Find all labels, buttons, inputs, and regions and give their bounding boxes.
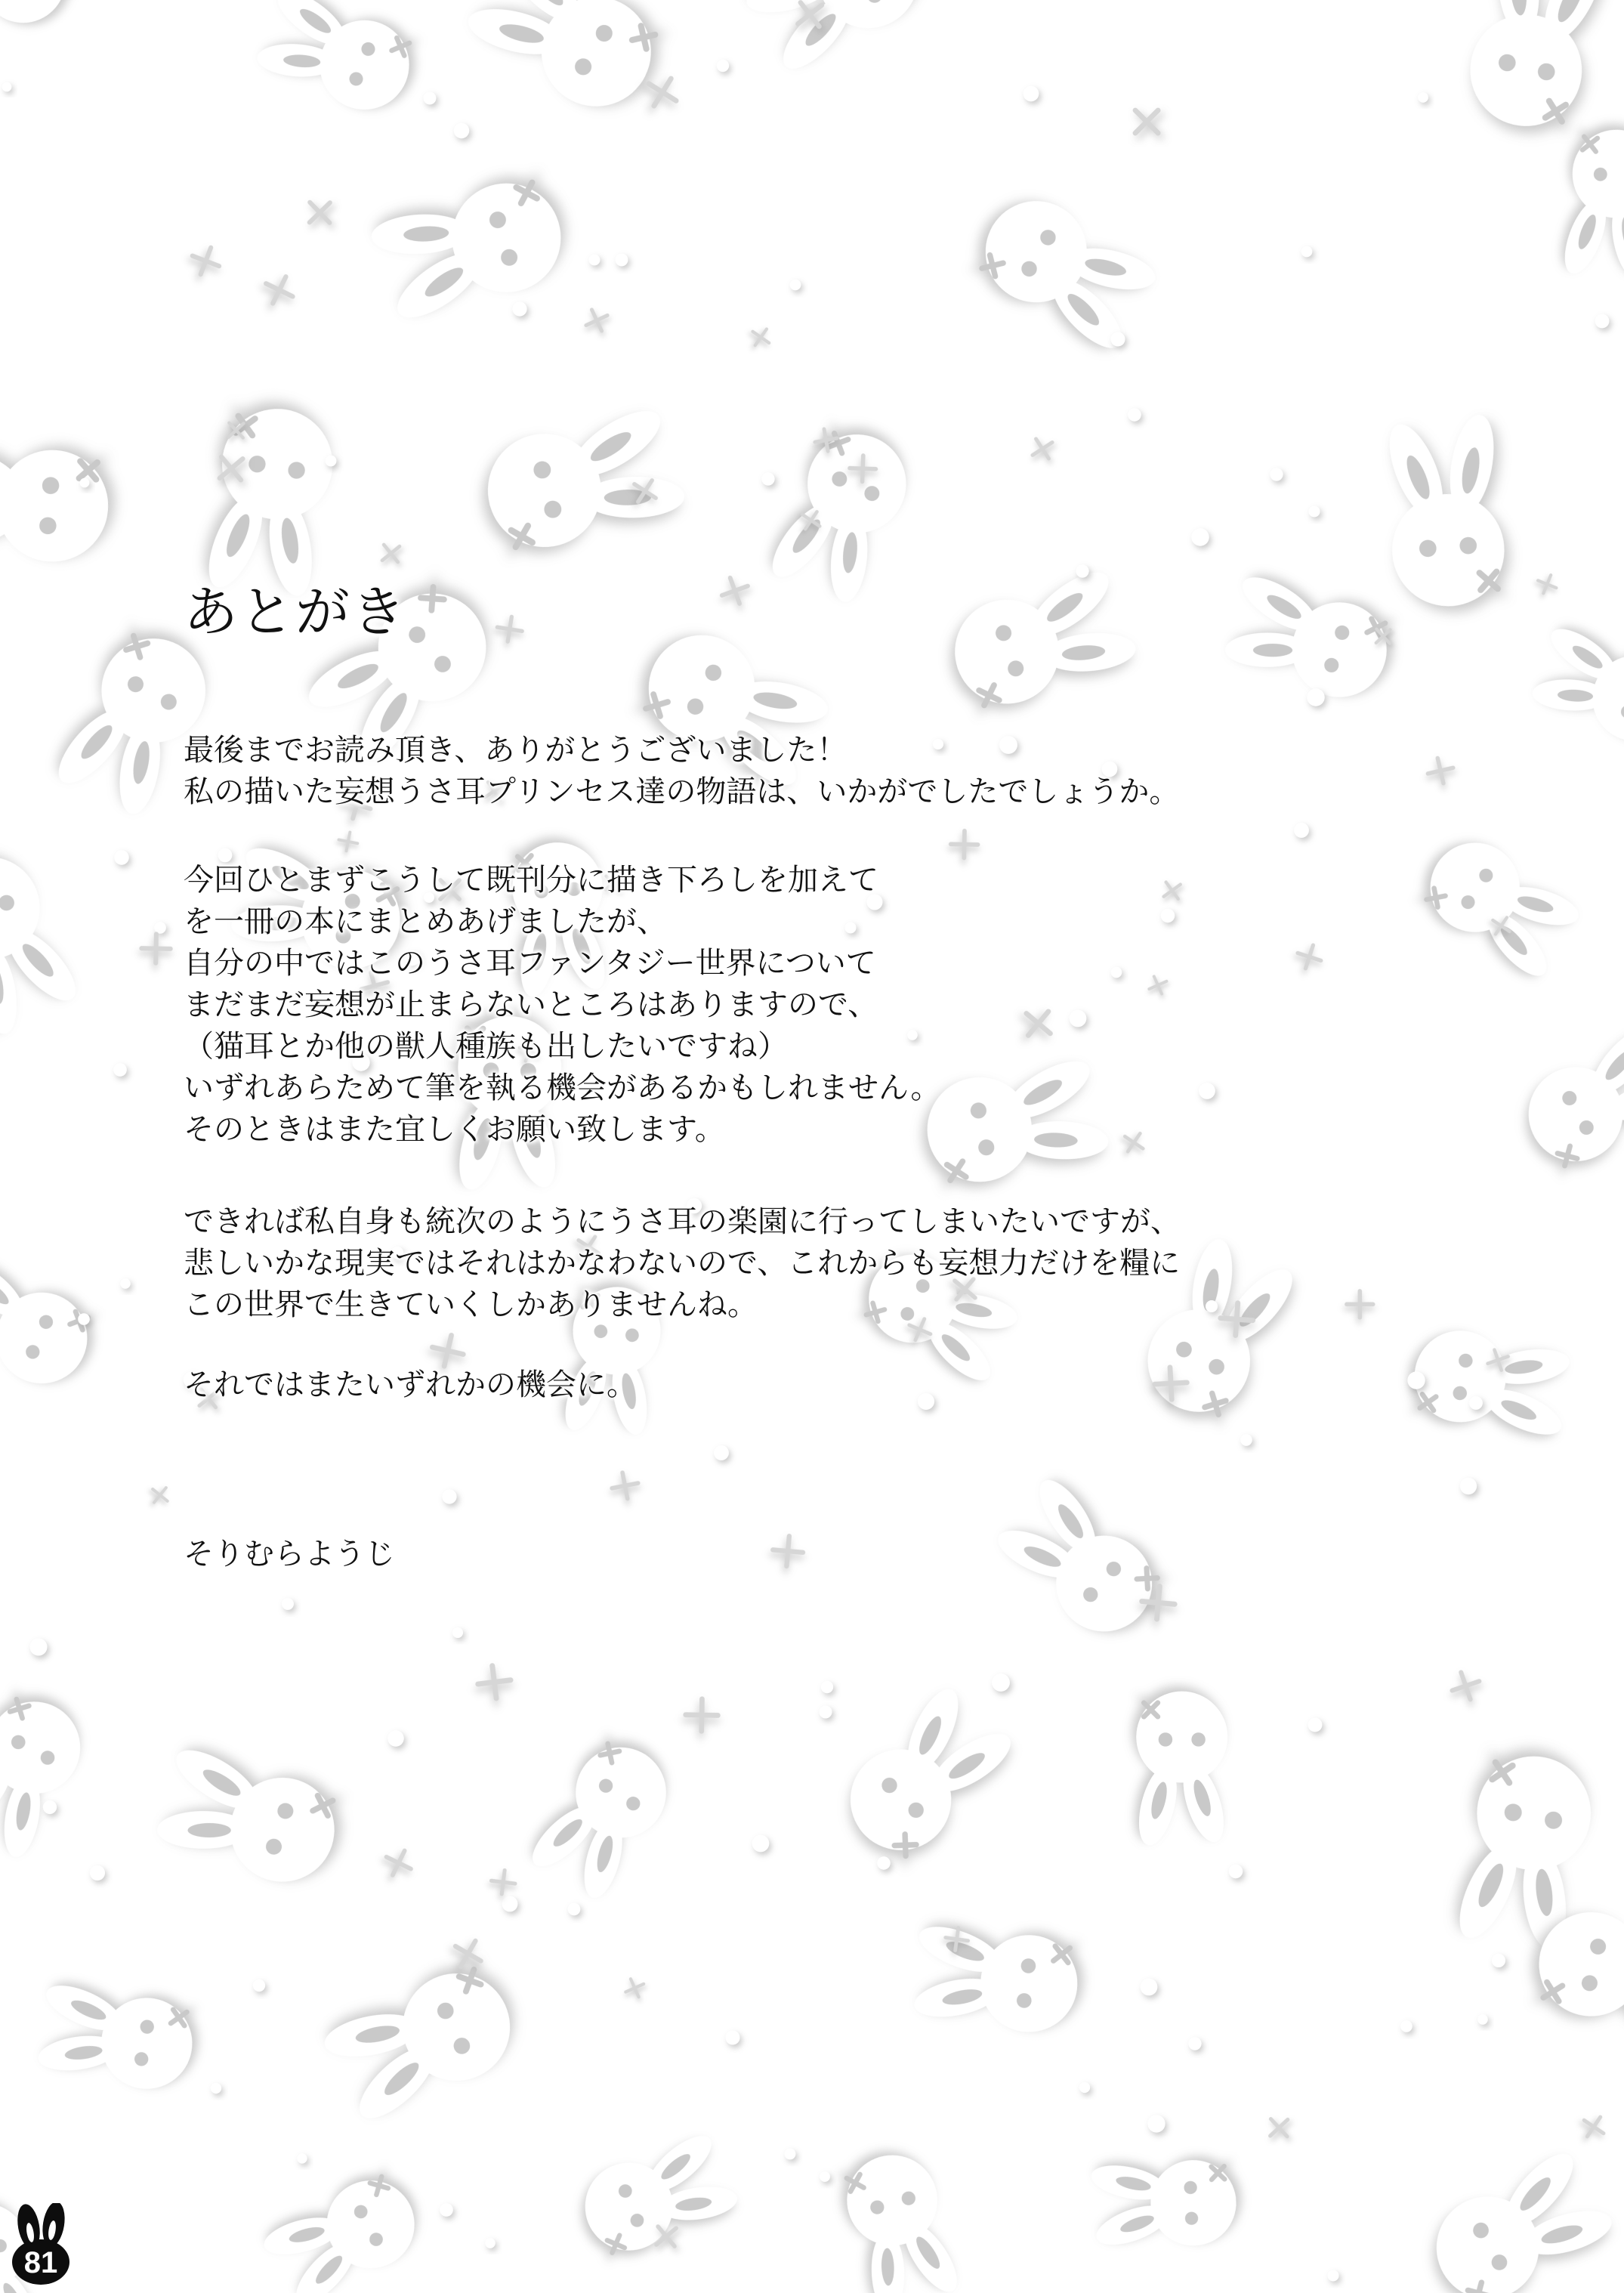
- paragraph: [184, 1201, 1181, 1326]
- text-line: （猫耳とか他の獣人種族も出したいですね）: [184, 1030, 788, 1063]
- text-line: を一冊の本にまとめあげましたが、: [184, 905, 667, 938]
- page-number: 81: [23, 2246, 58, 2279]
- page-number-badge: [6, 2203, 79, 2286]
- paragraph: [184, 860, 940, 1151]
- author-signature: そりむらようじ: [184, 1537, 395, 1571]
- bunny-icon: [6, 2203, 79, 2286]
- text-line: まだまだ妄想が止まらないところはありますので、: [184, 988, 878, 1021]
- paragraph: [184, 730, 1179, 813]
- text-line: 最後までお読み頂き、ありがとうございました！: [184, 734, 848, 767]
- text-line: 自分の中ではこのうさ耳ファンタジー世界について: [184, 947, 876, 980]
- text-line: この世界で生きていくしかありませんね。: [184, 1288, 758, 1321]
- text-line: できれば私自身も統次のようにうさ耳の楽園に行ってしまいたいですが、: [184, 1205, 1181, 1238]
- page-title: あとがき: [184, 583, 408, 643]
- text-line: 今回ひとまずこうして既刊分に描き下ろしを加えて: [184, 864, 878, 897]
- text-line: 悲しいかな現実ではそれはかなわないので、これからも妄想力だけを糧に: [184, 1247, 1181, 1280]
- text-line: いずれあらためて筆を執る機会があるかもしれません。: [184, 1071, 941, 1105]
- text-line: 私の描いた妄想うさ耳プリンセス達の物語は、いかがでしたでしょうか。: [184, 775, 1180, 808]
- text-line: それではまたいずれかの機会に。: [184, 1368, 637, 1401]
- text-line: そのときはまた宜しくお願い致します。: [184, 1113, 725, 1146]
- paragraph: [184, 1364, 637, 1406]
